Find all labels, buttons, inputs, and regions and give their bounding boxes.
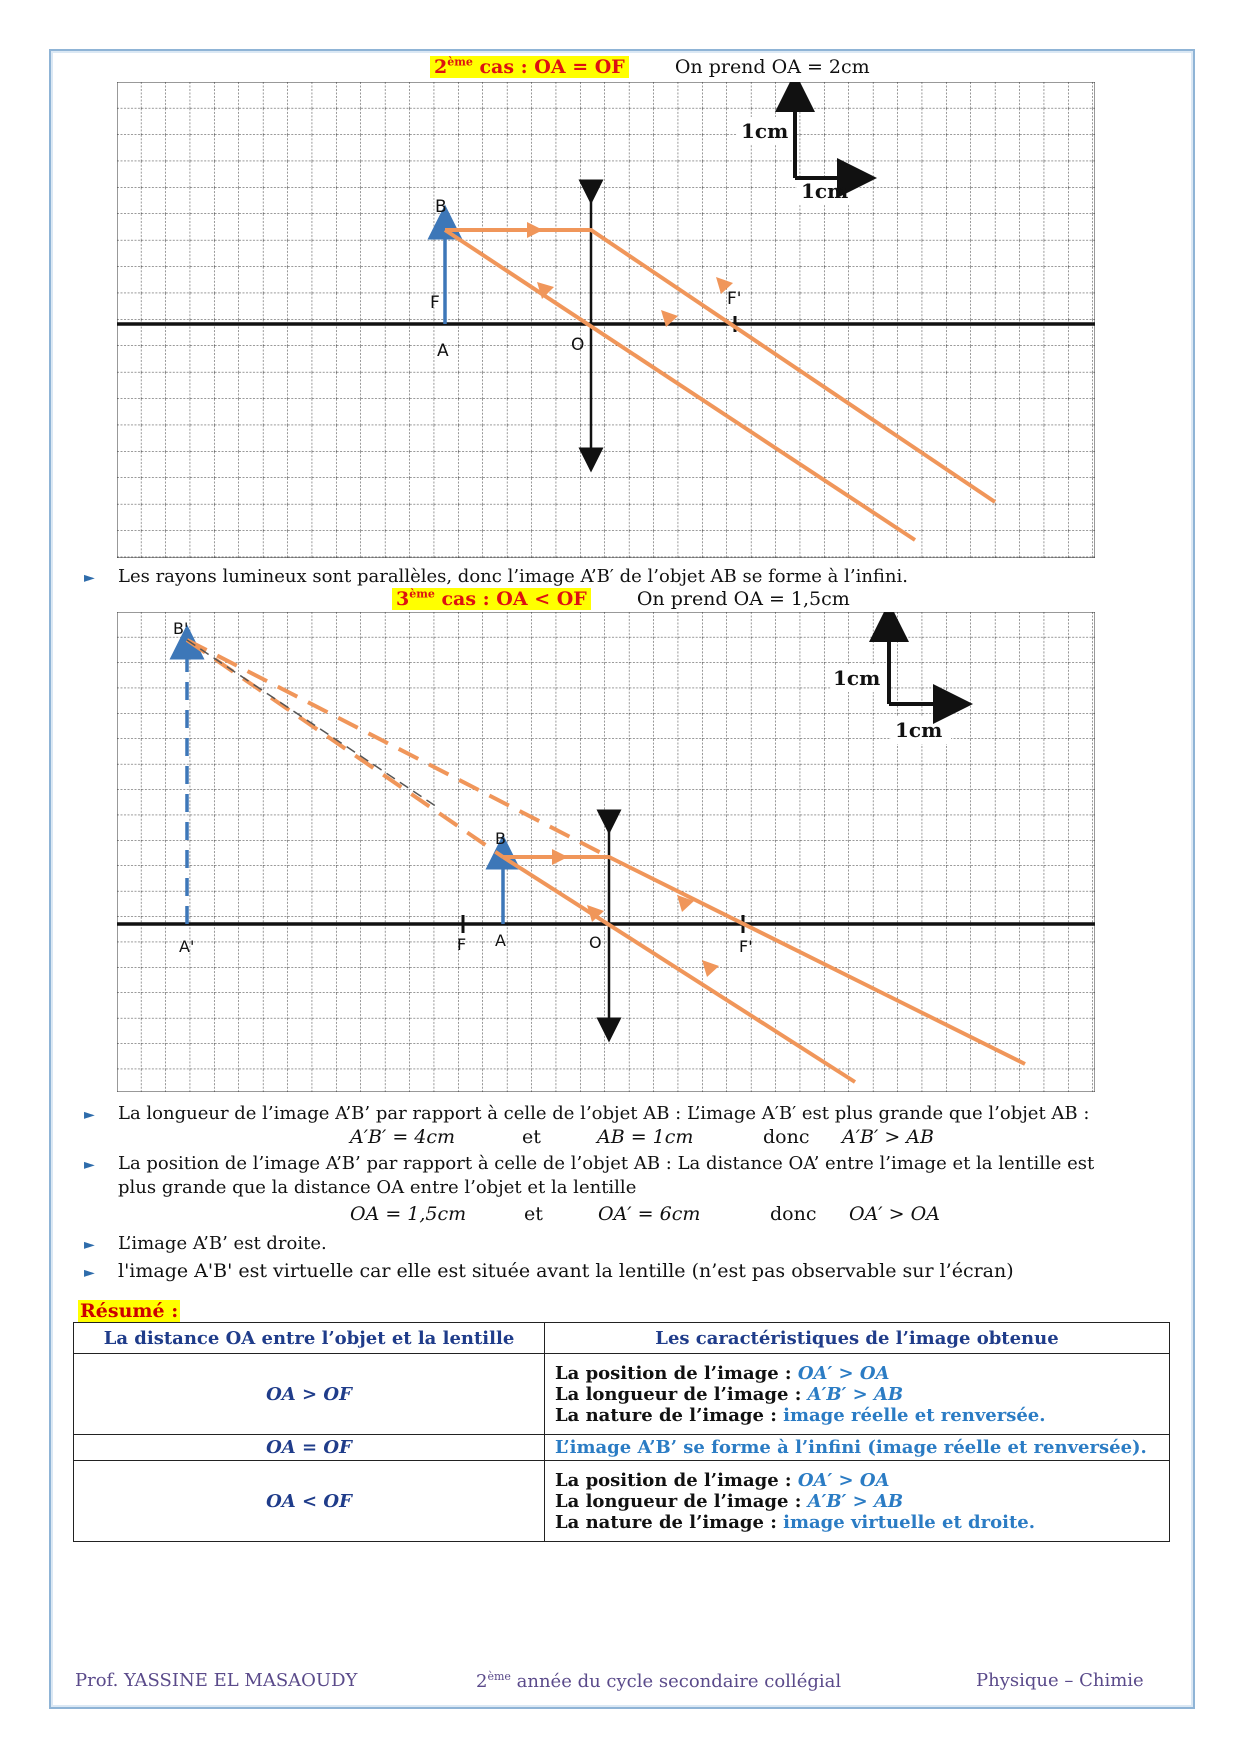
label-Fprime: F' bbox=[739, 937, 753, 956]
label-A: A bbox=[437, 341, 449, 361]
grid bbox=[117, 82, 1095, 558]
table-row bbox=[74, 1461, 1170, 1542]
label-B: B bbox=[435, 197, 447, 217]
grid bbox=[117, 612, 1095, 1092]
unit-vertical-label: 1cm bbox=[833, 666, 881, 690]
case2-take: On prend OA = 2cm bbox=[674, 56, 870, 79]
label-Fprime: F' bbox=[727, 289, 742, 309]
label-Bprime: B' bbox=[173, 619, 189, 638]
table-header-distance: La distance OA entre l’objet et la lentille bbox=[74, 1323, 545, 1354]
summary-title: Résumé : bbox=[80, 1300, 179, 1322]
bullet-2: ► La longueur de l’image A’B’ par rapport à celle de l’objet AB : L’image A′B′ est plus grande que l’objet AB : bbox=[84, 1102, 1089, 1127]
table-header-characteristics: Les caractéristiques de l’image obtenue bbox=[545, 1323, 1170, 1354]
footer-author: Prof. YASSINE EL MASAOUDY bbox=[75, 1670, 358, 1691]
footer-subject: Physique – Chimie bbox=[976, 1670, 1144, 1691]
footer-level: 2ème année du cycle secondaire collégial bbox=[476, 1670, 842, 1692]
bullet-1: ► Les rayons lumineux sont parallèles, donc l’image A’B′ de l’objet AB se forme à l’infini. bbox=[84, 565, 908, 590]
label-Aprime: A' bbox=[179, 937, 195, 956]
label-A: A bbox=[495, 931, 506, 950]
label-F: F bbox=[430, 293, 440, 313]
diagram-case2 bbox=[117, 82, 1095, 558]
bullet-triangle-icon: ► bbox=[84, 1107, 95, 1123]
label-B: B bbox=[495, 829, 506, 848]
unit-horizontal-label: 1cm bbox=[895, 718, 943, 742]
case2-title: 2ème cas : OA = OF bbox=[430, 56, 629, 78]
characteristics-cell: La position de l’image : OA′ > OA La longueur de l’image : A′B′ > AB La nature de l’image : image virtuelle et droite. bbox=[545, 1461, 1170, 1542]
bullet-triangle-icon: ► bbox=[84, 1265, 95, 1281]
condition-cell: OA > OF bbox=[74, 1354, 545, 1435]
summary-table bbox=[73, 1322, 1170, 1542]
case2-heading bbox=[430, 56, 870, 78]
bullet-3-continued: plus grande que la distance OA entre l’objet et la lentille bbox=[118, 1177, 637, 1198]
label-O: O bbox=[571, 335, 585, 355]
case3-title: 3ème cas : OA < OF bbox=[392, 588, 591, 610]
label-F: F bbox=[457, 935, 467, 954]
table-row bbox=[74, 1354, 1170, 1435]
bullet-triangle-icon: ► bbox=[84, 1157, 95, 1173]
table-row bbox=[74, 1435, 1170, 1461]
table-header-row bbox=[74, 1323, 1170, 1354]
characteristics-cell: La position de l’image : OA′ > OA La longueur de l’image : A′B′ > AB La nature de l’image : image réelle et renversée. bbox=[545, 1354, 1170, 1435]
bullet-triangle-icon: ► bbox=[84, 570, 95, 586]
diagram-case3 bbox=[117, 612, 1095, 1092]
condition-cell: OA < OF bbox=[74, 1461, 545, 1542]
characteristics-cell: L’image A’B’ se forme à l’infini (image réelle et renversée). bbox=[545, 1435, 1170, 1461]
unit-vertical-label: 1cm bbox=[741, 119, 789, 143]
case3-heading bbox=[392, 588, 850, 610]
label-O: O bbox=[589, 933, 602, 952]
bullet-triangle-icon: ► bbox=[84, 1237, 95, 1253]
bullet-3: ► La position de l’image A’B’ par rapport à celle de l’objet AB : La distance OA’ entre l’image et la lentille est bbox=[84, 1152, 1094, 1177]
unit-horizontal-label: 1cm bbox=[801, 179, 849, 203]
bullet-4: ► L’image A’B’ est droite. bbox=[84, 1232, 327, 1257]
case3-take: On prend OA = 1,5cm bbox=[636, 588, 850, 611]
bullet-5: ► l'image A'B' est virtuelle car elle est située avant la lentille (n’est pas observable sur l’écran) bbox=[84, 1259, 1014, 1285]
condition-cell: OA = OF bbox=[74, 1435, 545, 1461]
